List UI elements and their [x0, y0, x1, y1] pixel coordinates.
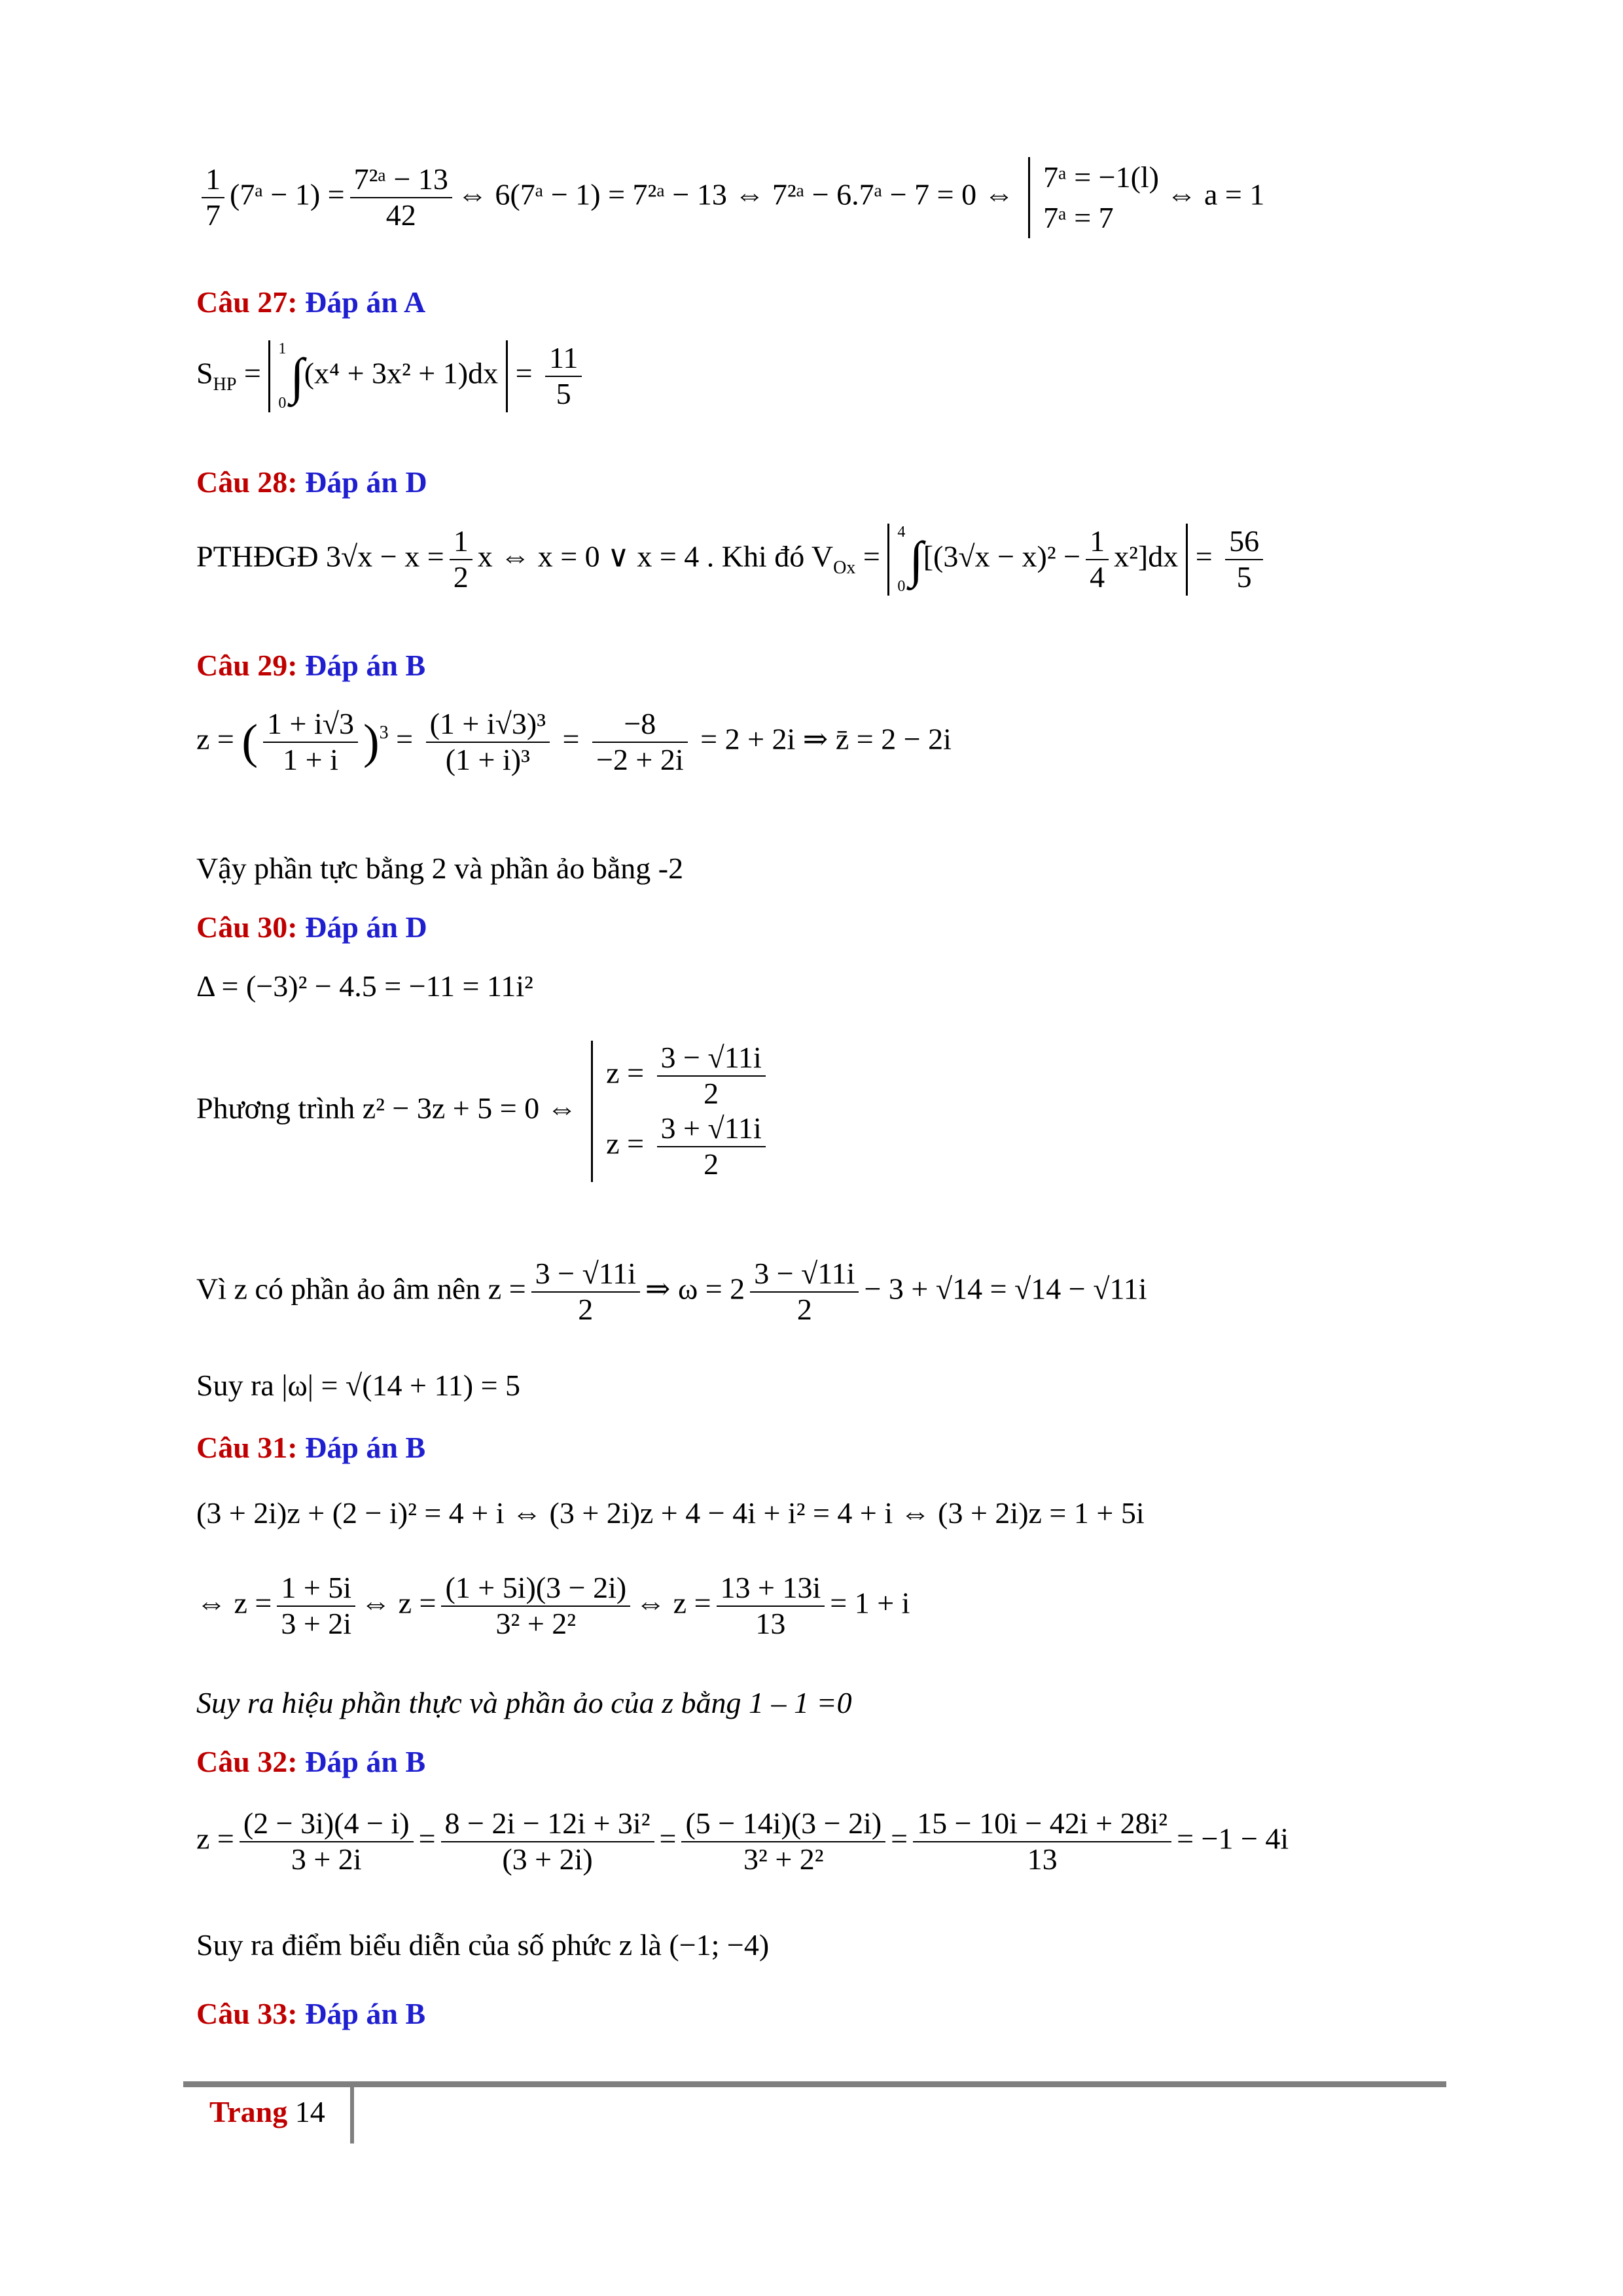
- fraction: $\frac{3 - √11i}{2}$: [657, 1041, 766, 1111]
- absolute-value: 1 0 ∫(x⁴ + 3x² + 1)dx: [268, 340, 508, 412]
- equation-q28: PTHĐGĐ 3√x − x = $\frac{1}{2}$ x ⇔ x = 0 ∨ x = 4 . Khi đó $V_{Ox}$ = 4 0 ∫[(3√x − x)² − $\frac{1}{4}$ x²]dx = $\frac{56}{5}$: [196, 524, 1268, 596]
- question-heading-32: Câu 32: Đáp án B: [196, 1745, 426, 1778]
- fraction: $\frac{(2 - 3i)(4 - i)}{3 + 2i}$: [240, 1806, 414, 1877]
- equation-q31-line1: (3 + 2i)z + (2 − i)² = 4 + i ⇔ (3 + 2i)z + 4 − 4i + i² = 4 + i ⇔ (3 + 2i)z = 1 + 5i: [196, 1496, 1145, 1530]
- fraction: $\frac{\text{7²ᵃ − 13}}{42}$: [350, 162, 452, 233]
- fraction: $\frac{(5 - 14i)(3 - 2i)}{\text{3² + 2²}}$: [681, 1806, 885, 1877]
- footer-divider: [350, 2087, 354, 2144]
- question-heading-30: Câu 30: Đáp án D: [196, 910, 427, 944]
- fraction: $\frac{1}{4}$: [1086, 524, 1109, 595]
- fraction: $\frac{1 + i√3}{1 + i}$: [263, 707, 358, 778]
- equation-q30-roots: Phương trình z² − 3z + 5 = 0 ⇔ z = $\frac{3 - √11i}{2}$ z = $\frac{3 + √11i}{2}$: [196, 1041, 771, 1182]
- fraction: $\frac{3 - √11i}{2}$: [750, 1257, 859, 1327]
- text-q29: Vậy phần tực bằng 2 và phần ảo bằng -2: [196, 852, 684, 885]
- fraction: $\frac{11}{5}$: [545, 341, 582, 412]
- equation-q29: z = ( $\frac{1 + i√3}{1 + i}$ )$^3$ = $\frac{\text{(1 + i√3)³}}{\text{(1 + i)³}}$ = $\frac{-8}{-2 + 2i}$ = 2 + 2i ⇒ z̄ = 2 − 2i: [196, 707, 952, 776]
- fraction: $\frac{13 + 13i}{13}$: [717, 1571, 825, 1641]
- fraction: $\frac{\text{(1 + i√3)³}}{\text{(1 + i)³}}$: [426, 707, 550, 778]
- question-heading-28: Câu 28: Đáp án D: [196, 465, 427, 499]
- equation-q30-delta: Δ = (−3)² − 4.5 = −11 = 11i²: [196, 969, 533, 1003]
- question-heading-27: Câu 27: Đáp án A: [196, 285, 426, 319]
- question-heading-29: Câu 29: Đáp án B: [196, 649, 426, 682]
- fraction: $\frac{1 + 5i}{3 + 2i}$: [277, 1571, 355, 1641]
- note-q31: Suy ra hiệu phần thực và phần ảo của z bằng 1 – 1 =0: [196, 1686, 852, 1719]
- fraction: $\frac{1}{7}$: [202, 162, 224, 233]
- footer-rule: [183, 2081, 1446, 2087]
- fraction: $\frac{3 - √11i}{2}$: [531, 1257, 640, 1327]
- text-q32: Suy ra điểm biểu diễn của số phức z là (−1; −4): [196, 1928, 770, 1962]
- equation-q30-omega: Vì z có phần ảo âm nên z = $\frac{3 - √11i}{2}$ ⇒ ω = 2 $\frac{3 - √11i}{2}$ − 3 + √14 = √14 − √11i: [196, 1257, 1147, 1326]
- equation-q27: $S_{HP}$ = 1 0 ∫(x⁴ + 3x² + 1)dx = $\frac{11}{5}$: [196, 340, 587, 412]
- question-heading-33: Câu 33: Đáp án B: [196, 1997, 426, 2030]
- fraction: $\frac{\text{8 − 2i − 12i + 3i²}}{(3 + 2i)}$: [441, 1806, 654, 1877]
- question-heading-31: Câu 31: Đáp án B: [196, 1431, 426, 1464]
- page-number: 14: [294, 2095, 325, 2128]
- fraction: $\frac{-8}{-2 + 2i}$: [592, 707, 688, 778]
- page-footer: Trang 14: [209, 2095, 325, 2128]
- absolute-value: 4 0 ∫[(3√x − x)² − $\frac{1}{4}$ x²]dx: [887, 524, 1188, 596]
- equation-q32: z = $\frac{(2 - 3i)(4 - i)}{3 + 2i}$ = $\frac{\text{8 − 2i − 12i + 3i²}}{(3 + 2i)}$ = $\frac{(5 - 14i)(3 - 2i)}{\text{3² + 2²}}$ = $\frac{\text{15 − 10i − 42i + 28i²}}{13}$ = −1 − 4i: [196, 1806, 1289, 1876]
- fraction: $\frac{56}{5}$: [1225, 524, 1263, 595]
- case-system: 7ᵃ = −1(l) 7ᵃ = 7: [1028, 157, 1159, 238]
- fraction: $\frac{3 + √11i}{2}$: [657, 1111, 766, 1182]
- case-system: z = $\frac{3 - √11i}{2}$ z = $\frac{3 + √11i}{2}$: [591, 1041, 771, 1182]
- equation-q31-line2: ⇔ z = $\frac{1 + 5i}{3 + 2i}$ ⇔ z = $\frac{(1 + 5i)(3 - 2i)}{\text{3² + 2²}}$ ⇔ z = $\frac{13 + 13i}{13}$ = 1 + i: [196, 1571, 910, 1640]
- fraction: $\frac{1}{2}$: [450, 524, 473, 595]
- fraction: $\frac{\text{15 − 10i − 42i + 28i²}}{13}$: [913, 1806, 1171, 1877]
- fraction: $\frac{(1 + 5i)(3 - 2i)}{\text{3² + 2²}}$: [441, 1571, 630, 1641]
- equation-q30-modulus: Suy ra |ω| = √(14 + 11) = 5: [196, 1369, 521, 1402]
- equation-top: $\frac{1}{7}$ (7ᵃ − 1) = $\frac{\text{7²ᵃ − 13}}{42}$ ⇔ 6(7ᵃ − 1) = 7²ᵃ − 13 ⇔ 7²ᵃ − 6.7ᵃ − 7 = 0 ⇔ 7ᵃ = −1(l) 7ᵃ = 7 ⇔ a = 1: [196, 157, 1264, 238]
